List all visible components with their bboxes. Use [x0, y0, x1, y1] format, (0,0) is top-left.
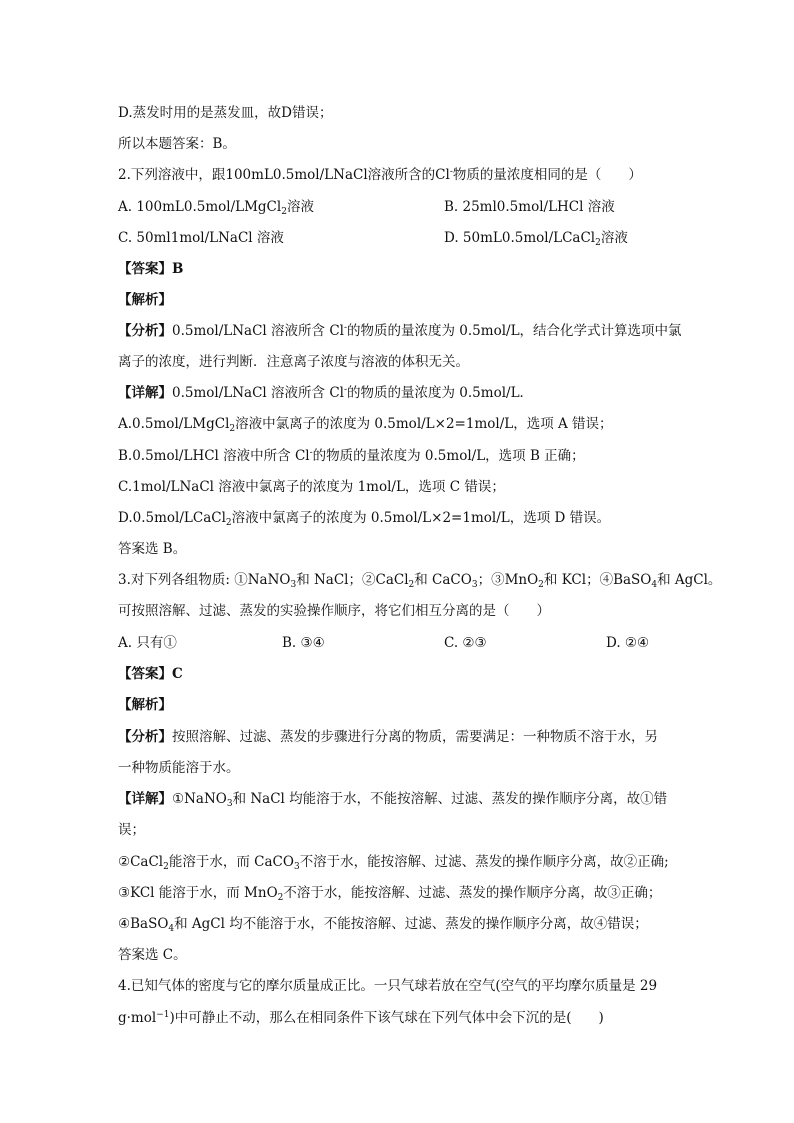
- q2-answer: 【答案】B: [118, 261, 184, 277]
- q2-detail-d: D.0.5mol/LCaCl$_2$溶液中氯离子的浓度为 0.5mol/L×2=1mol/L，选项 D 错误。: [118, 510, 611, 528]
- q2-option-c: C. 50ml1mol/LNaCl 溶液: [118, 230, 284, 246]
- q2-detail-c: C.1mol/LNaCl 溶液中氯离子的浓度为 1mol/L，选项 C 错误；: [118, 479, 505, 495]
- q3-option-d: D. ②④: [606, 635, 650, 651]
- q2-final-answer: 答案选 B。: [118, 541, 187, 557]
- prev-option-d-explanation: D.蒸发时用的是蒸发皿，故D错误；: [118, 105, 333, 121]
- q3-option-c: C. ②③: [444, 635, 487, 651]
- q3-answer: 【答案】C: [118, 666, 183, 682]
- q4-stem-line-2: g·mol$^{-1}$)中可静止不动，那么在相同条件下该气球在下列气体中会下沉的是( ): [118, 1010, 604, 1026]
- q2-option-b: B. 25ml0.5mol/LHCl 溶液: [444, 199, 615, 215]
- q3-xiangjie-line-1: 【详解】①NaNO$_3$和 NaCl 均能溶于水，不能按溶解、过滤、蒸发的操作顺序分离，故①错: [118, 791, 668, 809]
- q3-detail-4: ④BaSO$_4$和 AgCl 均不能溶于水，不能按溶解、过滤、蒸发的操作顺序分离，故④错误；: [118, 916, 648, 934]
- q3-xiangjie-line-1-cont: 误；: [118, 822, 145, 838]
- q3-stem-line-1: 3.对下列各组物质: ①NaNO$_3$和 NaCl；②CaCl$_2$和 CaCO$_3$；③MnO$_2$和 KCl；④BaSO$_4$和 AgCl。: [118, 572, 722, 590]
- q2-fenxi-line-1: 【分析】0.5mol/LNaCl 溶液所含 Cl-的物质的量浓度为 0.5mol/L，结合化学式计算选项中氯: [118, 323, 682, 339]
- q2-option-d: D. 50mL0.5mol/LCaCl$_2$溶液: [444, 230, 628, 248]
- q3-option-a: A. 只有①: [118, 635, 177, 651]
- q2-detail-b: B.0.5mol/LHCl 溶液中所含 Cl-的物质的量浓度为 0.5mol/L，选项 B 正确；: [118, 448, 585, 464]
- q2-xiangjie-line: 【详解】0.5mol/LNaCl 溶液所含 Cl-的物质的量浓度为 0.5mol/L．: [118, 385, 534, 401]
- q3-analysis-heading: 【解析】: [118, 697, 172, 713]
- q3-option-b: B. ③④: [282, 635, 325, 651]
- q2-analysis-heading: 【解析】: [118, 292, 172, 308]
- q2-fenxi-line-2: 离子的浓度，进行判断．注意离子浓度与溶液的体积无关。: [118, 354, 469, 370]
- q3-detail-3: ③KCl 能溶于水，而 MnO$_2$不溶于水，能按溶解、过滤、蒸发的操作顺序分离，故③正确；: [118, 885, 662, 903]
- q3-fenxi-line-1: 【分析】按照溶解、过滤、蒸发的步骤进行分离的物质，需要满足：一种物质不溶于水，另: [118, 729, 658, 745]
- q2-stem: 2.下列溶液中，跟100mL0.5mol/LNaCl溶液所含的Cl-物质的量浓度相同的是（ ）: [118, 167, 642, 183]
- q3-fenxi-line-2: 一种物质能溶于水。: [118, 760, 240, 776]
- prev-answer-line: 所以本题答案：B。: [118, 136, 236, 152]
- q3-detail-2: ②CaCl$_2$能溶于水，而 CaCO$_3$不溶于水，能按溶解、过滤、蒸发的操作顺序分离，故②正确;: [118, 854, 669, 872]
- q4-stem-line-1: 4.已知气体的密度与它的摩尔质量成正比。一只气球若放在空气(空气的平均摩尔质量是 29: [118, 978, 658, 994]
- q3-final-answer: 答案选 C。: [118, 947, 187, 963]
- q2-detail-a: A.0.5mol/LMgCl$_2$溶液中氯离子的浓度为 0.5mol/L×2=1mol/L，选项 A 错误；: [118, 416, 613, 434]
- q2-option-a: A. 100mL0.5mol/LMgCl$_2$溶液: [118, 199, 314, 217]
- q3-stem-line-2: 可按照溶解、过滤、蒸发的实验操作顺序，将它们相互分离的是（ ）: [118, 603, 550, 619]
